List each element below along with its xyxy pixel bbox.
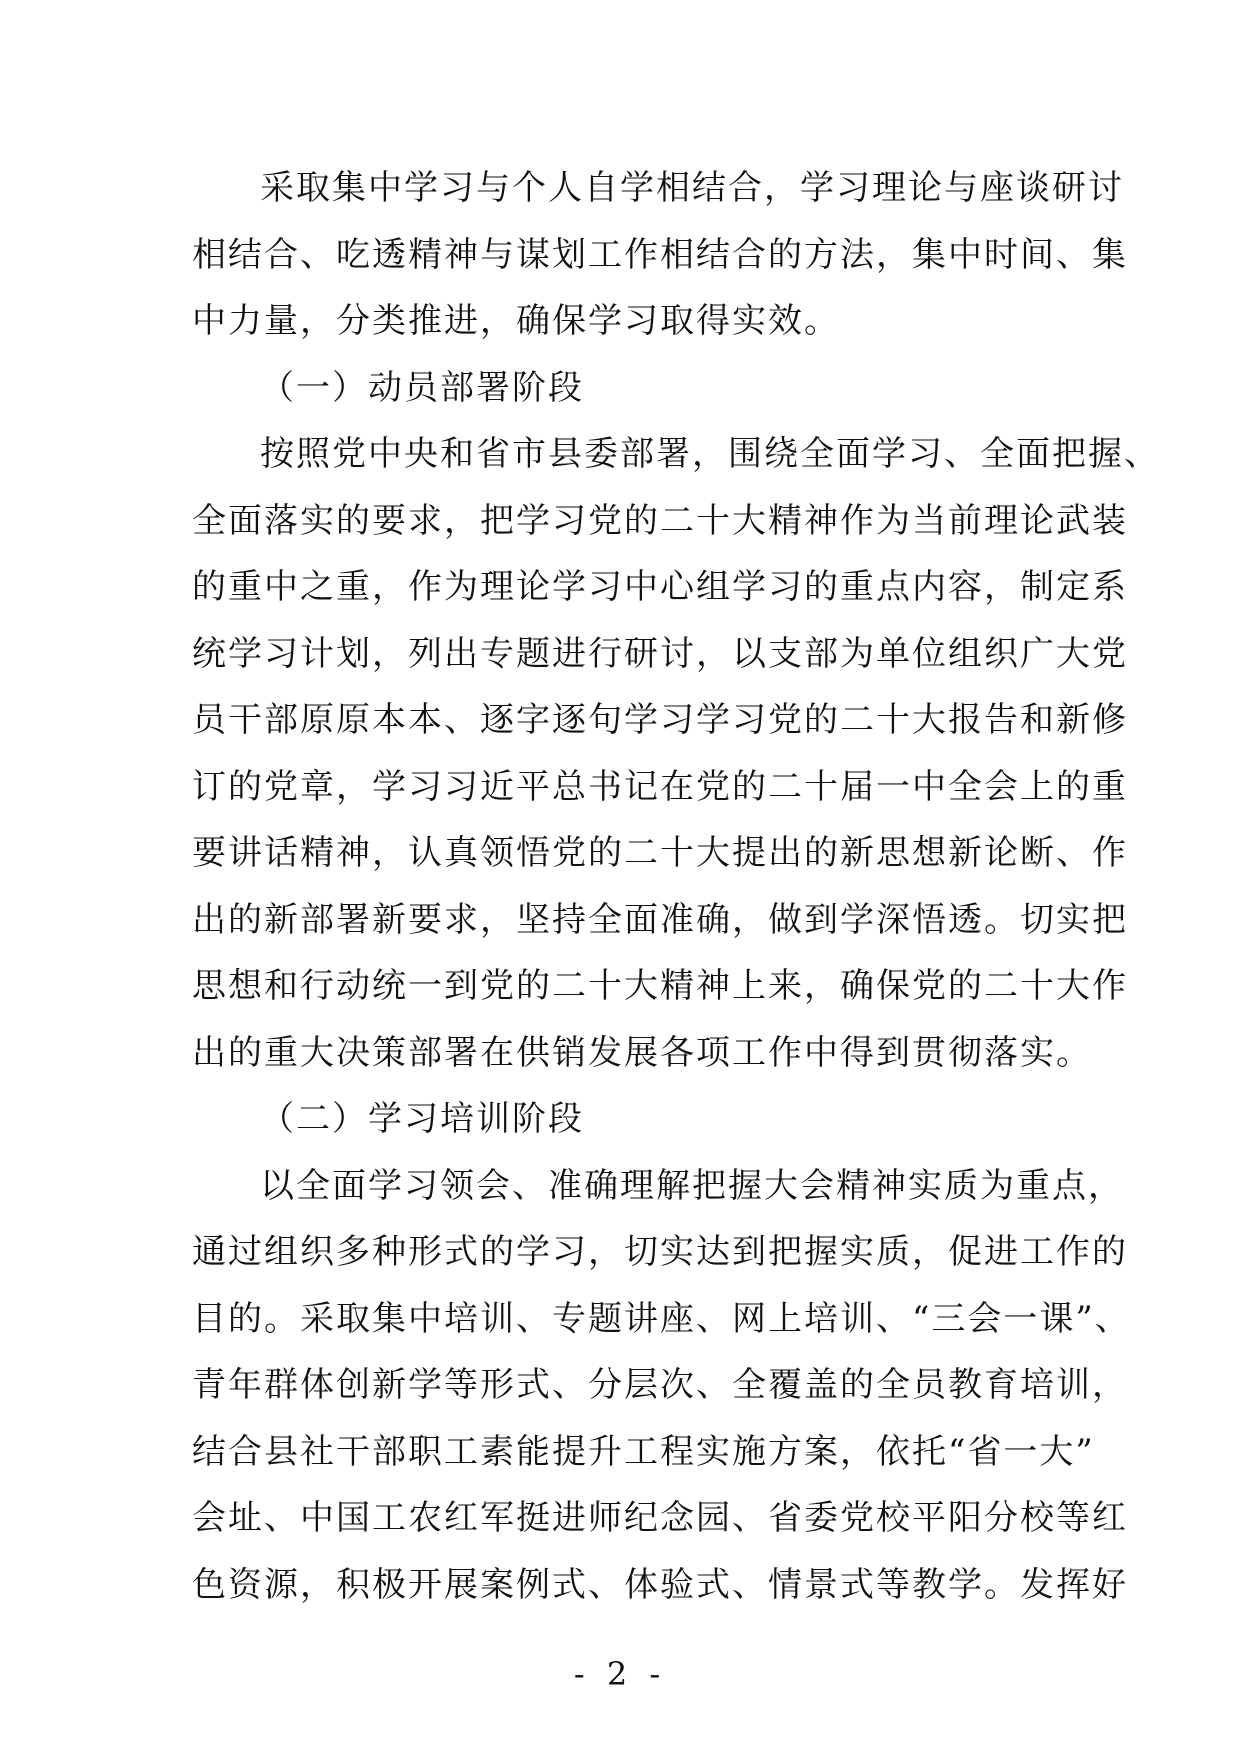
text-line: 通过组织多种形式的学习，切实达到把握实质，促进工作的 <box>192 1232 1128 1272</box>
text-line: 员干部原原本本、逐字逐句学习学习党的二十大报告和新修 <box>192 700 1128 740</box>
document-body <box>192 155 1160 1618</box>
text-line: 色资源，积极开展案例式、体验式、情景式等教学。发挥好 <box>192 1564 1128 1605</box>
text-line: 结合县社干部职工素能提升工程实施方案，依托“省一大” <box>192 1431 1095 1472</box>
text-line: 采取集中学习与个人自学相结合，学习理论与座谈研讨 <box>260 168 1124 208</box>
text-line: 思想和行动统一到党的二十大精神上来，确保党的二十大作 <box>192 966 1128 1006</box>
text-line: 的重中之重，作为理论学习中心组学习的重点内容，制定系 <box>192 567 1128 607</box>
text-line: 订的党章，学习习近平总书记在党的二十届一中全会上的重 <box>192 766 1128 807</box>
text-line: 相结合、吃透精神与谋划工作相结合的方法，集中时间、集 <box>192 234 1128 275</box>
text-line: 出的新部署新要求，坚持全面准确，做到学深悟透。切实把 <box>192 899 1128 940</box>
text-line: 出的重大决策部署在供销发展各项工作中得到贯彻落实。 <box>192 1032 1092 1073</box>
text-line: 统学习计划，列出专题进行研讨，以支部为单位组织广大党 <box>192 633 1128 674</box>
text-line: 会址、中国工农红军挺进师纪念园、省委党校平阳分校等红 <box>192 1498 1128 1538</box>
page-number: - 2 - <box>573 1655 667 1693</box>
text-line: 要讲话精神，认真领悟党的二十大提出的新思想新论断、作 <box>192 833 1128 873</box>
section-heading-mobilization: （一）动员部署阶段 <box>260 367 584 408</box>
section-heading-training: （二）学习培训阶段 <box>260 1099 584 1139</box>
text-line: 全面落实的要求，把学习党的二十大精神作为当前理论武装 <box>192 500 1128 541</box>
text-line: 以全面学习领会、准确理解把握大会精神实质为重点， <box>260 1165 1124 1206</box>
text-line: 中力量，分类推进，确保学习取得实效。 <box>192 301 840 341</box>
text-line: 按照党中央和省市县委部署，围绕全面学习、全面把握、 <box>260 434 1160 474</box>
text-line: 目的。采取集中培训、专题讲座、网上培训、“三会一课”、 <box>192 1298 1131 1339</box>
text-line: 青年群体创新学等形式、分层次、全覆盖的全员教育培训， <box>192 1365 1128 1405</box>
